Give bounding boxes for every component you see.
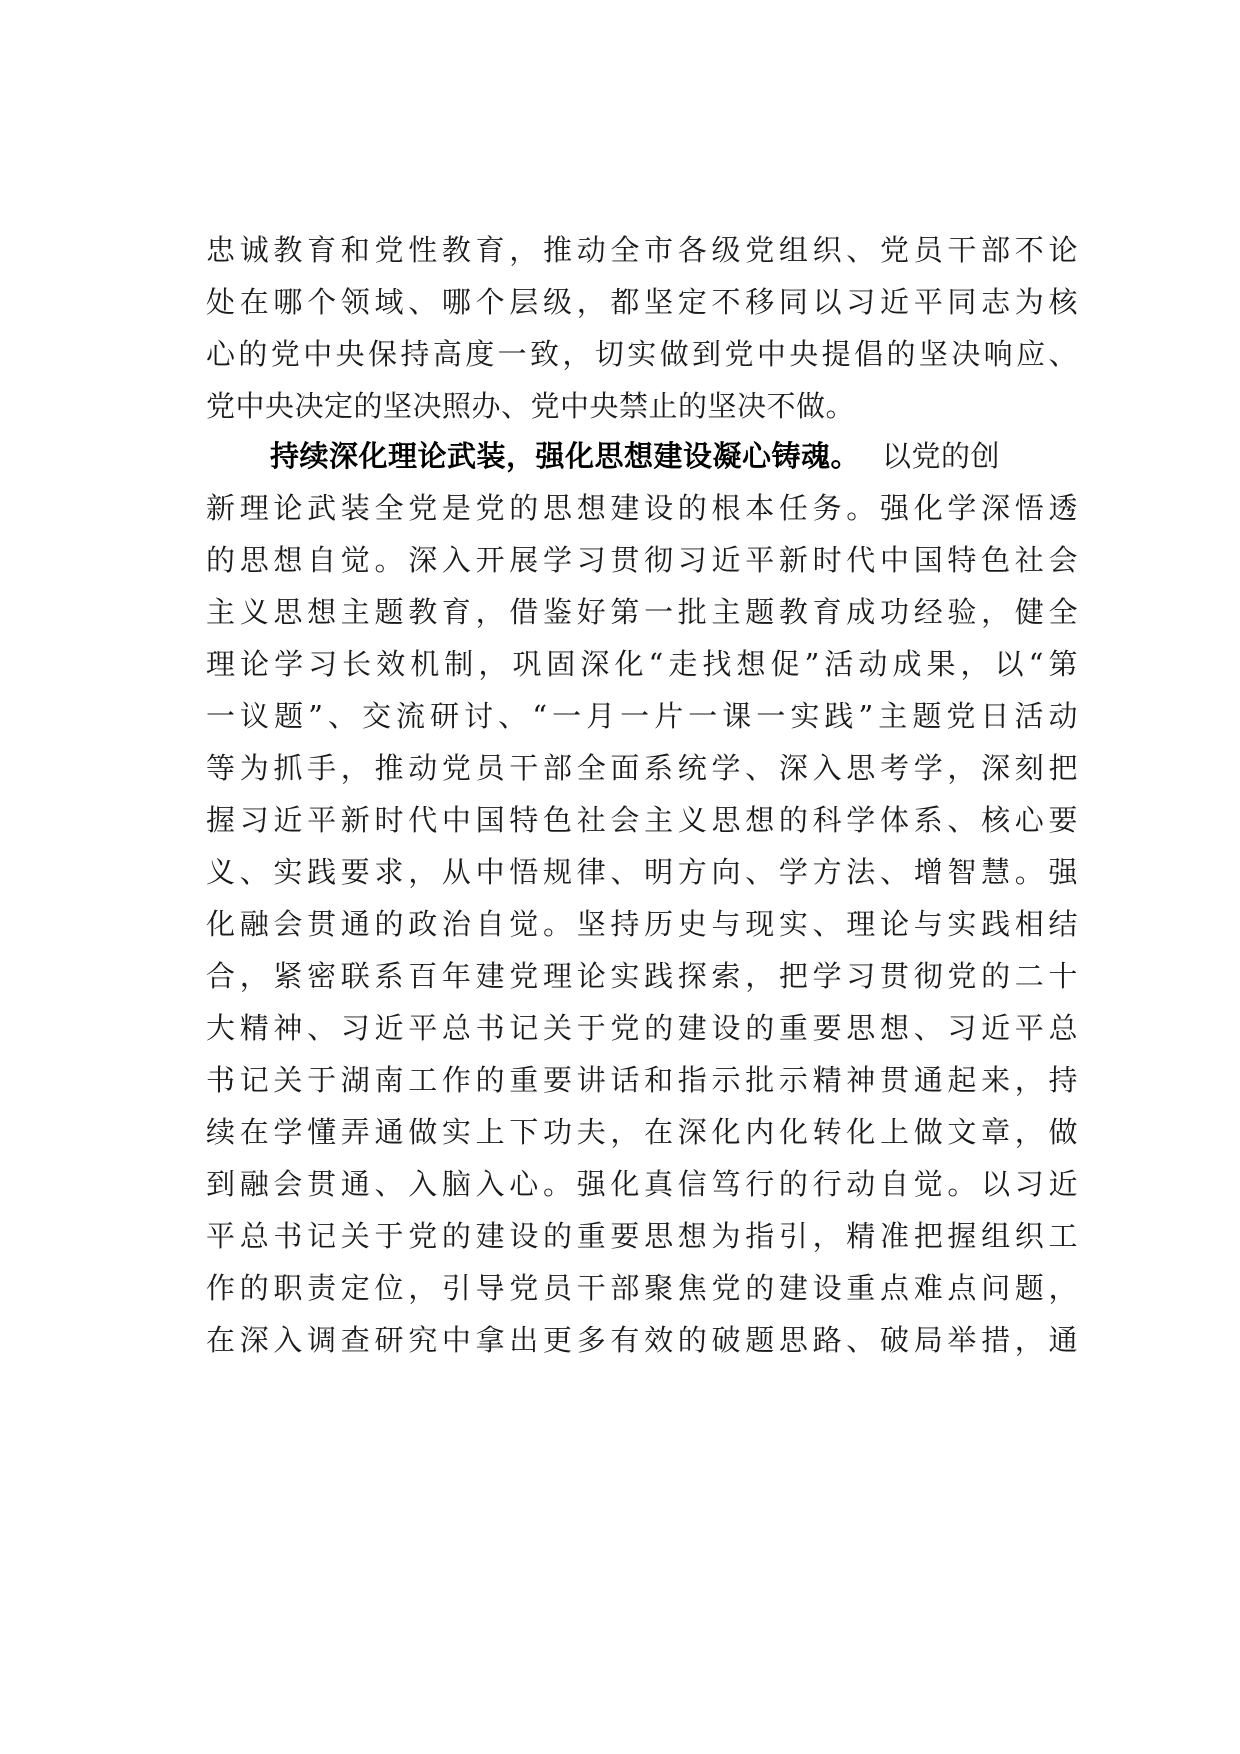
paragraph-line: 合，紧密联系百年建党理论实践探索，把学习贯彻党的二十 bbox=[206, 959, 1078, 993]
section-heading: 持续深化理论武装，强化思想建设凝心铸魂。 bbox=[270, 439, 861, 473]
paragraph-line: 新理论武装全党是党的思想建设的根本任务。强化学深悟透 bbox=[206, 491, 1078, 525]
paragraph-line: 党中央决定的坚决照办、党中央禁止的坚决不做。 bbox=[206, 389, 856, 423]
paragraph-line: 到融会贯通、入脑入心。强化真信笃行的行动自觉。以习近 bbox=[206, 1167, 1078, 1201]
paragraph-line: 一议题”、交流研讨、“一月一片一课一实践”主题党日活动 bbox=[206, 699, 1078, 733]
paragraph-line: 作的职责定位，引导党员干部聚焦党的建设重点难点问题， bbox=[206, 1271, 1078, 1305]
paragraph-first-line bbox=[206, 430, 1078, 482]
paragraph-line: 处在哪个领域、哪个层级，都坚定不移同以习近平同志为核 bbox=[206, 285, 1078, 319]
paragraph-line: 的思想自觉。深入开展学习贯彻习近平新时代中国特色社会 bbox=[206, 543, 1078, 577]
paragraph-2 bbox=[206, 430, 1078, 1366]
paragraph-1 bbox=[206, 224, 1078, 432]
paragraph-line: 心的党中央保持高度一致，切实做到党中央提倡的坚决响应、 bbox=[206, 337, 1078, 371]
paragraph-line: 在深入调查研究中拿出更多有效的破题思路、破局举措，通 bbox=[206, 1323, 1078, 1357]
paragraph-first-line-rest: 以党的创 bbox=[882, 439, 1001, 473]
paragraph-line: 化融会贯通的政治自觉。坚持历史与现实、理论与实践相结 bbox=[206, 907, 1078, 941]
paragraph-line: 续在学懂弄通做实上下功夫，在深化内化转化上做文章，做 bbox=[206, 1115, 1078, 1149]
paragraph-line: 平总书记关于党的建设的重要思想为指引，精准把握组织工 bbox=[206, 1219, 1078, 1253]
paragraph-line: 书记关于湖南工作的重要讲话和指示批示精神贯通起来，持 bbox=[206, 1063, 1078, 1097]
paragraph-line: 忠诚教育和党性教育，推动全市各级党组织、党员干部不论 bbox=[206, 233, 1078, 267]
paragraph-line: 握习近平新时代中国特色社会主义思想的科学体系、核心要 bbox=[206, 803, 1078, 837]
paragraph-line: 义、实践要求，从中悟规律、明方向、学方法、增智慧。强 bbox=[206, 855, 1078, 889]
paragraph-line: 大精神、习近平总书记关于党的建设的重要思想、习近平总 bbox=[206, 1011, 1078, 1045]
paragraph-line: 主义思想主题教育，借鉴好第一批主题教育成功经验，健全 bbox=[206, 595, 1078, 629]
paragraph-line: 理论学习长效机制，巩固深化“走找想促”活动成果，以“第 bbox=[206, 647, 1078, 681]
paragraph-line: 等为抓手，推动党员干部全面系统学、深入思考学，深刻把 bbox=[206, 751, 1078, 785]
